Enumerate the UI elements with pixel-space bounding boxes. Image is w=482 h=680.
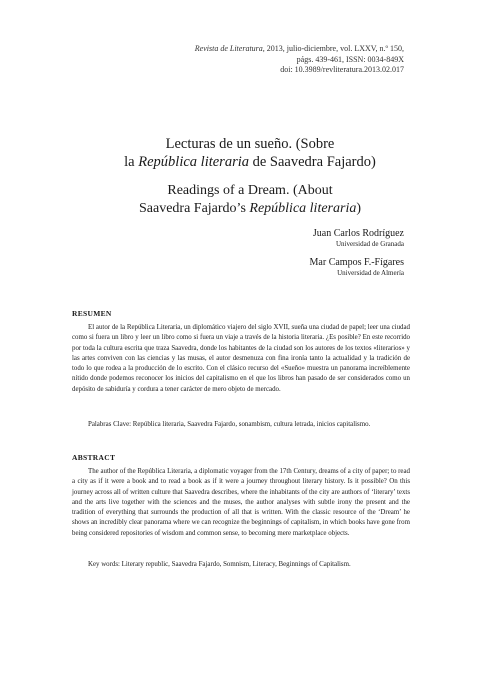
page-range: págs. 439-461, ISSN: 0034-849X — [296, 54, 404, 64]
abstract-body: The author of the República Literaria, a diplomatic voyager from the 17th Century, dreams of a city of paper; to read a city as if it were a book and to read a book as if it were a journey throughout literary history. Is it possible? On this journey across all of written culture that Saavedra describes, where the inhabitants of the city are authors of ‘literary’ texts and the arts live together with the sciences and the muses, the author analyses with subtle irony the present and the tradition of everything that surrounds the production of all that is written. With the classic resource of the ‘Dream’ he shows an incredibly clear panorama where we can recognize the beginnings of capitalism, in which books have gone from being considered repositories of wisdom and common sense, to becoming mere marketplace objects. — [72, 468, 410, 537]
english-title-pre: Saavedra Fajardo’s — [138, 200, 250, 216]
resumen-body: El autor de la República Literaria, un diplomático viajero del siglo XVII, sueña una ciudad de papel; leer una ciudad como si fuera un libro y leer un libro como si fuera un viaje a través de la historia literaria. ¿Es posible? En este recorrido por toda la cultura escrita que traza Saavedra, donde los habitantes de la ciudad son los autores de los textos «literarios» y las artes conviven con las ciencias y las musas, el autor desmenuza con fina ironía tanto la actualidad y la tradición de todo lo que rodea a la producción de lo escrito. Con el clásico recurso del «Sueño» muestra un panorama increíblemente nítido donde podemos reconocer los inicios del capitalismo en el que los libros han pasado de ser considerados como un depósito de sabiduría y cordura a tener carácter de mero objeto de mercado. — [72, 324, 410, 393]
abstract-heading: ABSTRACT — [72, 453, 116, 462]
author-affiliation: Universidad de Granada — [335, 240, 404, 248]
author-name: Juan Carlos Rodríguez — [312, 228, 404, 239]
author-name: Mar Campos F.-Fígares — [309, 257, 404, 268]
journal-name: Revista de Literatura, — [194, 44, 265, 53]
resumen-keywords: Palabras Clave: República literaria, Saavedra Fajardo, sonambism, cultura letrada, inicios capitalismo. — [88, 421, 371, 428]
resumen-heading: RESUMEN — [72, 309, 112, 318]
author-1 — [313, 228, 404, 249]
author-2 — [310, 257, 404, 278]
spanish-title-line-1: Lecturas de un sueño. (Sobre — [165, 136, 335, 152]
spanish-title-pre: la — [124, 154, 139, 170]
english-title-italic: República literaria — [249, 200, 357, 216]
spanish-title — [50, 135, 450, 171]
doi: doi: 10.3989/revliteratura.2013.02.017 — [280, 65, 404, 74]
english-title-line-2 — [50, 200, 450, 218]
spanish-title-post: de Saavedra Fajardo) — [249, 154, 376, 170]
abstract-keywords: Key words: Literary republic, Saavedra Fajardo, Somnism, Literacy, Beginnings of Capitalism. — [88, 561, 351, 568]
citation-details: 2013, julio-diciembre, vol. LXXV, n.º 150, — [264, 44, 404, 53]
journal-header — [104, 44, 404, 76]
english-title-line-1: Readings of a Dream. (About — [167, 183, 333, 198]
author-affiliation: Universidad de Almería — [337, 269, 404, 277]
english-title-post: ) — [356, 200, 362, 216]
spanish-title-line-2 — [50, 153, 450, 171]
english-title — [50, 182, 450, 217]
citation-line — [104, 44, 404, 55]
spanish-title-italic: República literaria — [138, 154, 249, 170]
